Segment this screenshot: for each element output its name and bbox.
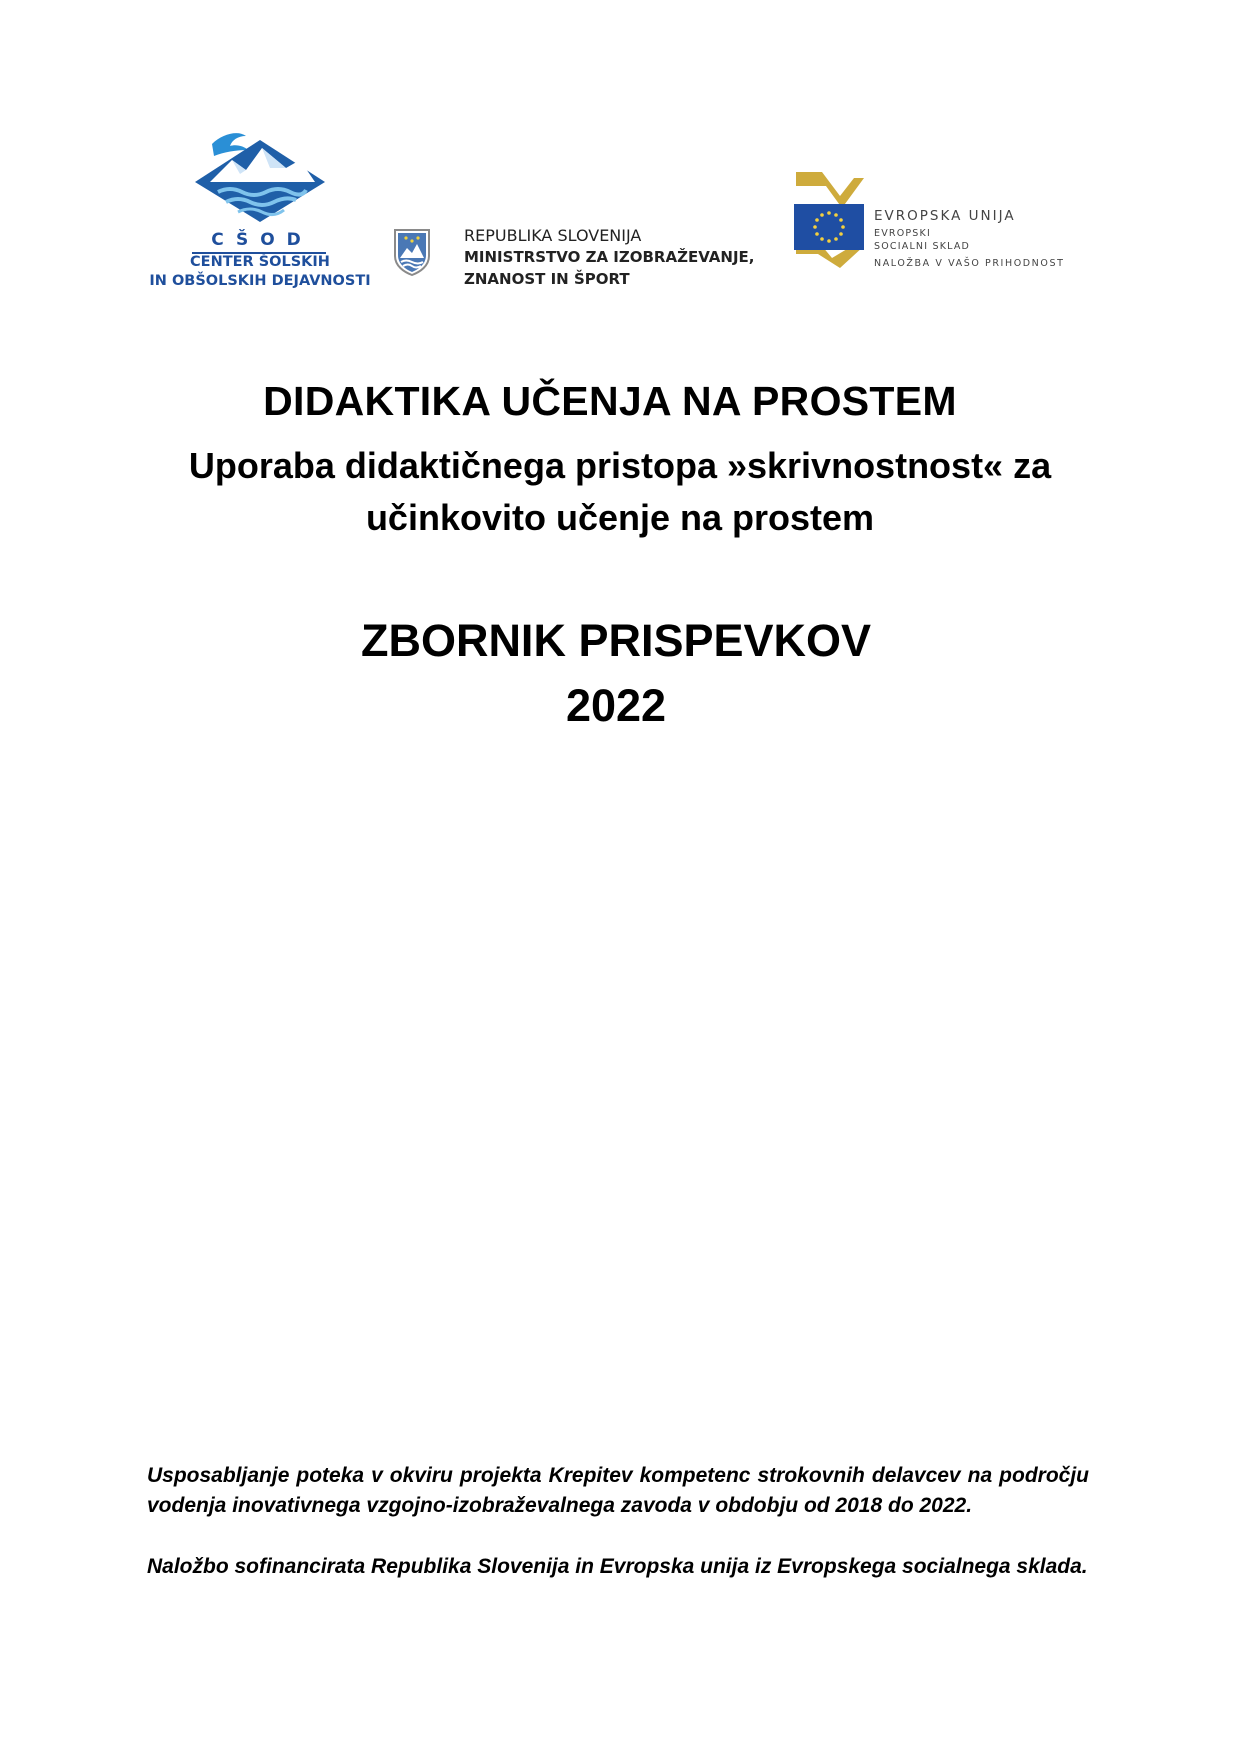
csod-logo bbox=[140, 130, 380, 300]
eu-flag-icon bbox=[792, 170, 868, 270]
ministry-logo bbox=[392, 226, 762, 296]
esf-name-line1: EVROPSKI bbox=[874, 228, 931, 239]
slovenia-coat-of-arms-icon bbox=[392, 228, 432, 276]
csod-emblem-icon bbox=[190, 130, 330, 230]
ministry-name-line1: MINISTRSTVO ZA IZOBRAŽEVANJE, bbox=[464, 248, 755, 266]
project-note: Usposabljanje poteka v okviru projekta Krepitev kompetenc strokovnih delavcev na področju vodenja inovativnega vzgojno-izobraževalnega zavoda v obdobju od 2018 do 2022. bbox=[147, 1464, 1089, 1517]
document-subtitle: Uporaba didaktičnega pristopa »skrivnostnost« za učinkovito učenje na prostem bbox=[188, 445, 1052, 538]
csod-name-line1: CENTER ŠOLSKIH bbox=[190, 254, 330, 270]
collection-heading: ZBORNIK PRISPEVKOV bbox=[360, 615, 872, 666]
csod-abbreviation: CŠOD bbox=[211, 230, 313, 250]
eu-esf-logo bbox=[792, 170, 1092, 270]
ministry-republic: REPUBLIKA SLOVENIJA bbox=[464, 226, 642, 245]
collection-year: 2022 bbox=[565, 680, 667, 731]
eu-slogan: NALOŽBA V VAŠO PRIHODNOST bbox=[874, 258, 1065, 269]
csod-name-line2: IN OBŠOLSKIH DEJAVNOSTI bbox=[149, 273, 371, 289]
eu-name: EVROPSKA UNIJA bbox=[874, 208, 1016, 224]
funding-note: Naložbo sofinancirata Republika Slovenija in Evropska unija iz Evropskega socialnega sklada. bbox=[147, 1555, 1088, 1578]
ministry-name-line2: ZNANOST IN ŠPORT bbox=[464, 270, 630, 288]
esf-name-line2: SOCIALNI SKLAD bbox=[874, 241, 971, 252]
document-title: DIDAKTIKA UČENJA NA PROSTEM bbox=[263, 378, 957, 424]
